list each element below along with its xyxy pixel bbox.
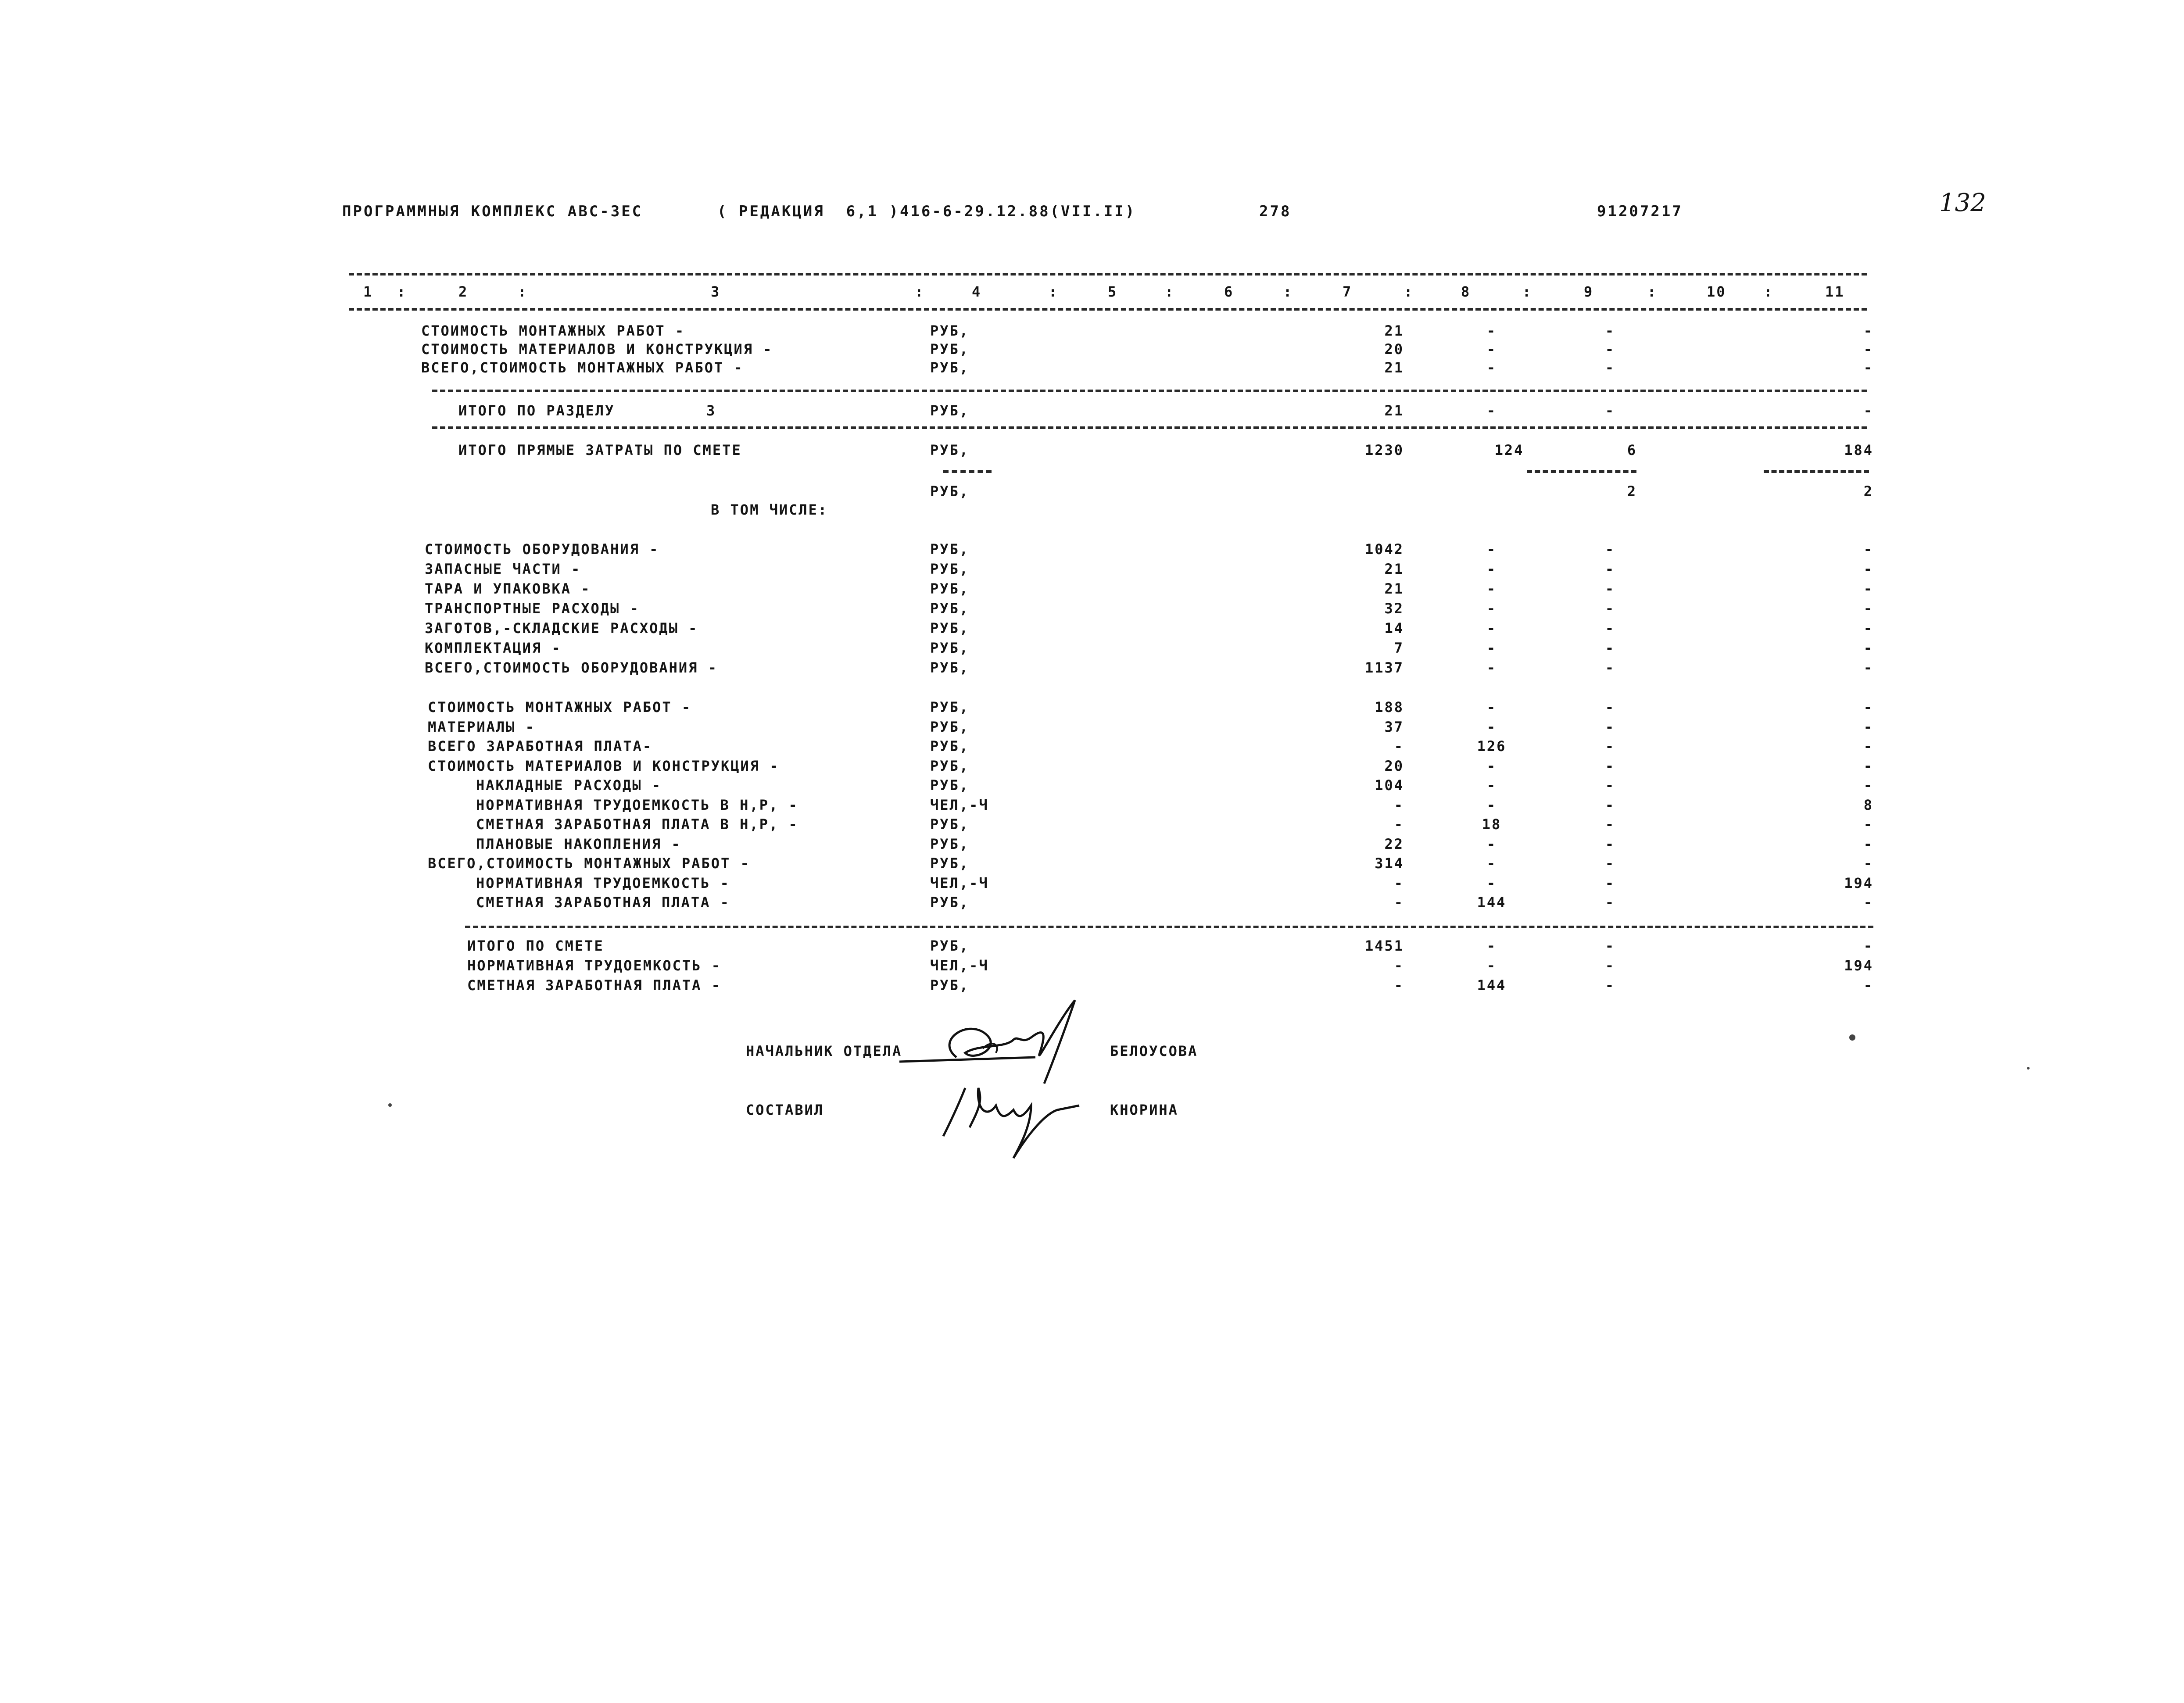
row-unit: РУБ,	[930, 483, 970, 500]
column-separator: :	[1522, 283, 1532, 300]
col8-value: -	[1486, 757, 1497, 774]
col11-value: -	[1863, 894, 1873, 911]
col11-value: -	[1863, 640, 1873, 656]
col9-value: -	[1605, 937, 1615, 954]
row-label: ВСЕГО,СТОИМОСТЬ МОНТАЖНЫХ РАБОТ -	[428, 855, 750, 872]
row-label: ЗАПАСНЫЕ ЧАСТИ -	[425, 561, 581, 577]
column-number: 8	[1461, 283, 1471, 300]
including-label: В ТОМ ЧИСЛЕ:	[711, 501, 828, 518]
row-label: ВСЕГО,СТОИМОСТЬ ОБОРУДОВАНИЯ -	[425, 659, 718, 676]
row-unit: РУБ,	[930, 718, 970, 735]
column-separator: :	[1049, 283, 1059, 300]
edition-info: ( РЕДАКЦИЯ 6,1 )416-6-29.12.88(VII.II)	[717, 203, 1136, 220]
col9-value: -	[1605, 977, 1615, 994]
col7-value: 21	[1384, 322, 1404, 339]
col7-value: 37	[1384, 718, 1404, 735]
col7-value: -	[1394, 957, 1404, 974]
row-unit: РУБ,	[930, 835, 970, 852]
col11-value: -	[1863, 322, 1873, 339]
column-number: 10	[1707, 283, 1726, 300]
col9-value: -	[1605, 855, 1615, 872]
head-name: БЕЛОУСОВА	[1110, 1043, 1198, 1059]
col11-value: 2	[1863, 483, 1873, 500]
col8-value: -	[1486, 699, 1497, 716]
col11-value: -	[1863, 835, 1873, 852]
column-separator: :	[1404, 283, 1414, 300]
col8-value: -	[1486, 402, 1497, 419]
col7-value: 14	[1384, 620, 1404, 637]
col9-value: -	[1605, 620, 1615, 637]
col9-value: 6	[1627, 442, 1637, 458]
col7-value: 104	[1375, 777, 1404, 794]
row-label: СМЕТНАЯ ЗАРАБОТНАЯ ПЛАТА -	[476, 894, 730, 911]
col8-value: -	[1486, 777, 1497, 794]
col11-value: -	[1863, 659, 1873, 676]
col9-value: -	[1605, 541, 1615, 558]
col8-value: 126	[1477, 738, 1507, 755]
row-label: СТОИМОСТЬ ОБОРУДОВАНИЯ -	[425, 541, 659, 558]
scan-speck	[388, 1103, 392, 1107]
col7-value: -	[1394, 738, 1404, 755]
column-number: 11	[1825, 283, 1845, 300]
col9-value: -	[1605, 699, 1615, 716]
col7-value: 1137	[1364, 659, 1404, 676]
rule-top	[349, 273, 1867, 275]
col11-value: -	[1863, 977, 1873, 994]
col11-value: -	[1863, 718, 1873, 735]
col9-value: -	[1605, 580, 1615, 597]
direct-costs-label: ИТОГО ПРЯМЫЕ ЗАТРАТЫ ПО СМЕТЕ	[458, 442, 742, 458]
col9-value: -	[1605, 718, 1615, 735]
page-number: 278	[1259, 203, 1292, 220]
row-label: ВСЕГО,СТОИМОСТЬ МОНТАЖНЫХ РАБОТ -	[421, 359, 744, 376]
head-label: НАЧАЛЬНИК ОТДЕЛА	[746, 1043, 902, 1059]
col11-value: -	[1863, 402, 1873, 419]
row-label: СТОИМОСТЬ МОНТАЖНЫХ РАБОТ -	[421, 322, 685, 339]
row-unit: ЧЕЛ,-Ч	[930, 957, 989, 974]
compiler-signature	[930, 1062, 1088, 1167]
row-label: ПЛАНОВЫЕ НАКОПЛЕНИЯ -	[476, 835, 681, 852]
col11-value: -	[1863, 777, 1873, 794]
col7-value: 20	[1384, 757, 1404, 774]
col9-value: -	[1605, 640, 1615, 656]
col7-value: 21	[1384, 561, 1404, 577]
row-label: КОМПЛЕКТАЦИЯ -	[425, 640, 562, 656]
col8-value: -	[1486, 620, 1497, 637]
col11-value: -	[1863, 855, 1873, 872]
row-unit: РУБ,	[930, 855, 970, 872]
rule-under-columns	[349, 308, 1867, 311]
rule-totals	[465, 926, 1873, 928]
row-unit: РУБ,	[930, 561, 970, 577]
col7-value: -	[1394, 894, 1404, 911]
row-unit: РУБ,	[930, 977, 970, 994]
col8-value: -	[1486, 718, 1497, 735]
col11-value: -	[1863, 580, 1873, 597]
column-separator: :	[397, 283, 407, 300]
col7-value: 1451	[1364, 937, 1404, 954]
col7-value: 1042	[1364, 541, 1404, 558]
col8-value: -	[1486, 874, 1497, 891]
col11-value: -	[1863, 359, 1873, 376]
col8-value: -	[1486, 580, 1497, 597]
col8-value: -	[1486, 541, 1497, 558]
row-unit: РУБ,	[930, 580, 970, 597]
column-number: 4	[972, 283, 982, 300]
col7-value: 1230	[1364, 442, 1404, 458]
col9-value: -	[1605, 561, 1615, 577]
col9-value: -	[1605, 957, 1615, 974]
col9-value: -	[1605, 659, 1615, 676]
rule-section	[432, 390, 1867, 392]
row-unit: РУБ,	[930, 894, 970, 911]
row-unit: РУБ,	[930, 359, 970, 376]
row-unit: РУБ,	[930, 322, 970, 339]
document-code: 91207217	[1597, 203, 1683, 220]
row-unit: РУБ,	[930, 699, 970, 716]
row-unit: РУБ,	[930, 620, 970, 637]
col8-value: -	[1486, 796, 1497, 813]
row-label: НОРМАТИВНАЯ ТРУДОЕМКОСТЬ В Н,Р, -	[476, 796, 798, 813]
col7-value: 7	[1394, 640, 1404, 656]
col8-value: 144	[1477, 894, 1507, 911]
col11-value: -	[1863, 816, 1873, 833]
row-unit: РУБ,	[930, 937, 970, 954]
row-unit: РУБ,	[930, 402, 970, 419]
compiler-name: КНОРИНА	[1110, 1102, 1178, 1118]
col9-value: -	[1605, 796, 1615, 813]
col9-value: -	[1605, 816, 1615, 833]
column-number: 9	[1584, 283, 1594, 300]
col8-value: -	[1486, 957, 1497, 974]
col11-value: 184	[1844, 442, 1873, 458]
col7-value: 22	[1384, 835, 1404, 852]
col8-value: -	[1486, 359, 1497, 376]
program-title: ПРОГРАММНЫЯ КОМПЛЕКС АВС-3ЕС	[342, 203, 643, 220]
row-label: СМЕТНАЯ ЗАРАБОТНАЯ ПЛАТА -	[467, 977, 721, 994]
row-unit: ЧЕЛ,-Ч	[930, 796, 989, 813]
col7-value: -	[1394, 874, 1404, 891]
section-total-label: ИТОГО ПО РАЗДЕЛУ	[458, 402, 615, 419]
col11-value: -	[1863, 541, 1873, 558]
col9-value: -	[1605, 341, 1615, 358]
rule-direct	[432, 426, 1867, 429]
column-separator: :	[1283, 283, 1293, 300]
col8-value: -	[1486, 600, 1497, 617]
row-label: ТАРА И УПАКОВКА -	[425, 580, 591, 597]
row-unit: РУБ,	[930, 659, 970, 676]
row-unit: РУБ,	[930, 816, 970, 833]
col8-value: -	[1486, 341, 1497, 358]
col11-value: -	[1863, 757, 1873, 774]
row-label: СМЕТНАЯ ЗАРАБОТНАЯ ПЛАТА В Н,Р, -	[476, 816, 798, 833]
col11-value: 8	[1863, 796, 1873, 813]
col7-value: 314	[1375, 855, 1404, 872]
col8-value: 144	[1477, 977, 1507, 994]
column-number: 3	[711, 283, 721, 300]
col9-value: -	[1605, 874, 1615, 891]
row-unit: РУБ,	[930, 757, 970, 774]
row-unit: РУБ,	[930, 541, 970, 558]
section-total-number: 3	[706, 402, 716, 419]
row-label: ТРАНСПОРТНЫЕ РАСХОДЫ -	[425, 600, 640, 617]
row-unit: РУБ,	[930, 341, 970, 358]
column-separator: :	[915, 283, 925, 300]
col11-value: -	[1863, 620, 1873, 637]
col8-value: -	[1486, 855, 1497, 872]
col8-value: -	[1486, 937, 1497, 954]
col7-value: 20	[1384, 341, 1404, 358]
row-unit: РУБ,	[930, 777, 970, 794]
row-label: СТОИМОСТЬ МАТЕРИАЛОВ И КОНСТРУКЦИЯ -	[428, 757, 780, 774]
row-unit: РУБ,	[930, 600, 970, 617]
column-number: 1	[363, 283, 373, 300]
row-unit: РУБ,	[930, 442, 970, 458]
row-label: НОРМАТИВНАЯ ТРУДОЕМКОСТЬ -	[476, 874, 730, 891]
row-unit: ЧЕЛ,-Ч	[930, 874, 989, 891]
col9-value: -	[1605, 757, 1615, 774]
scan-speck	[1849, 1034, 1855, 1041]
row-label: СТОИМОСТЬ МОНТАЖНЫХ РАБОТ -	[428, 699, 692, 716]
col9-value: -	[1605, 894, 1615, 911]
col7-value: -	[1394, 796, 1404, 813]
row-label: НАКЛАДНЫЕ РАСХОДЫ -	[476, 777, 662, 794]
col11-value: 194	[1844, 957, 1873, 974]
column-number: 2	[458, 283, 469, 300]
row-label: ИТОГО ПО СМЕТЕ	[467, 937, 604, 954]
col7-value: 32	[1384, 600, 1404, 617]
col9-value: -	[1605, 600, 1615, 617]
row-label: ЗАГОТОВ,-СКЛАДСКИЕ РАСХОДЫ -	[425, 620, 698, 637]
col11-value: -	[1863, 738, 1873, 755]
row-unit: РУБ,	[930, 640, 970, 656]
col8-value: 124	[1494, 442, 1524, 458]
column-number: 7	[1343, 283, 1353, 300]
col9-value: -	[1605, 359, 1615, 376]
column-separator: :	[518, 283, 528, 300]
column-number: 5	[1108, 283, 1118, 300]
row-label: ВСЕГО ЗАРАБОТНАЯ ПЛАТА-	[428, 738, 653, 755]
col9-value: 2	[1627, 483, 1637, 500]
col11-value: -	[1863, 341, 1873, 358]
column-separator: :	[1764, 283, 1774, 300]
col11-value: -	[1863, 699, 1873, 716]
col9-value: -	[1605, 402, 1615, 419]
col8-value: -	[1486, 322, 1497, 339]
col7-value: 21	[1384, 580, 1404, 597]
row-label: НОРМАТИВНАЯ ТРУДОЕМКОСТЬ -	[467, 957, 721, 974]
column-separator: :	[1647, 283, 1658, 300]
col8-value: 18	[1482, 816, 1502, 833]
col11-value: -	[1863, 600, 1873, 617]
col11-value: -	[1863, 561, 1873, 577]
row-label: МАТЕРИАЛЫ -	[428, 718, 535, 735]
scan-speck	[2027, 1067, 2030, 1070]
col8-value: -	[1486, 561, 1497, 577]
rule-direct-c9	[1527, 470, 1636, 473]
rule-direct-unit	[943, 470, 992, 473]
row-label: СТОИМОСТЬ МАТЕРИАЛОВ И КОНСТРУКЦИЯ -	[421, 341, 773, 358]
col9-value: -	[1605, 835, 1615, 852]
col7-value: 21	[1384, 402, 1404, 419]
col11-value: 194	[1844, 874, 1873, 891]
page-stamp: 132	[1939, 189, 1986, 217]
col9-value: -	[1605, 738, 1615, 755]
col9-value: -	[1605, 777, 1615, 794]
row-unit: РУБ,	[930, 738, 970, 755]
col8-value: -	[1486, 640, 1497, 656]
col11-value: -	[1863, 937, 1873, 954]
col8-value: -	[1486, 659, 1497, 676]
rule-direct-c11	[1764, 470, 1869, 473]
compiler-label: СОСТАВИЛ	[746, 1102, 824, 1118]
col8-value: -	[1486, 835, 1497, 852]
col7-value: -	[1394, 977, 1404, 994]
col9-value: -	[1605, 322, 1615, 339]
column-number: 6	[1224, 283, 1234, 300]
col7-value: -	[1394, 816, 1404, 833]
column-separator: :	[1165, 283, 1175, 300]
col7-value: 21	[1384, 359, 1404, 376]
col7-value: 188	[1375, 699, 1404, 716]
